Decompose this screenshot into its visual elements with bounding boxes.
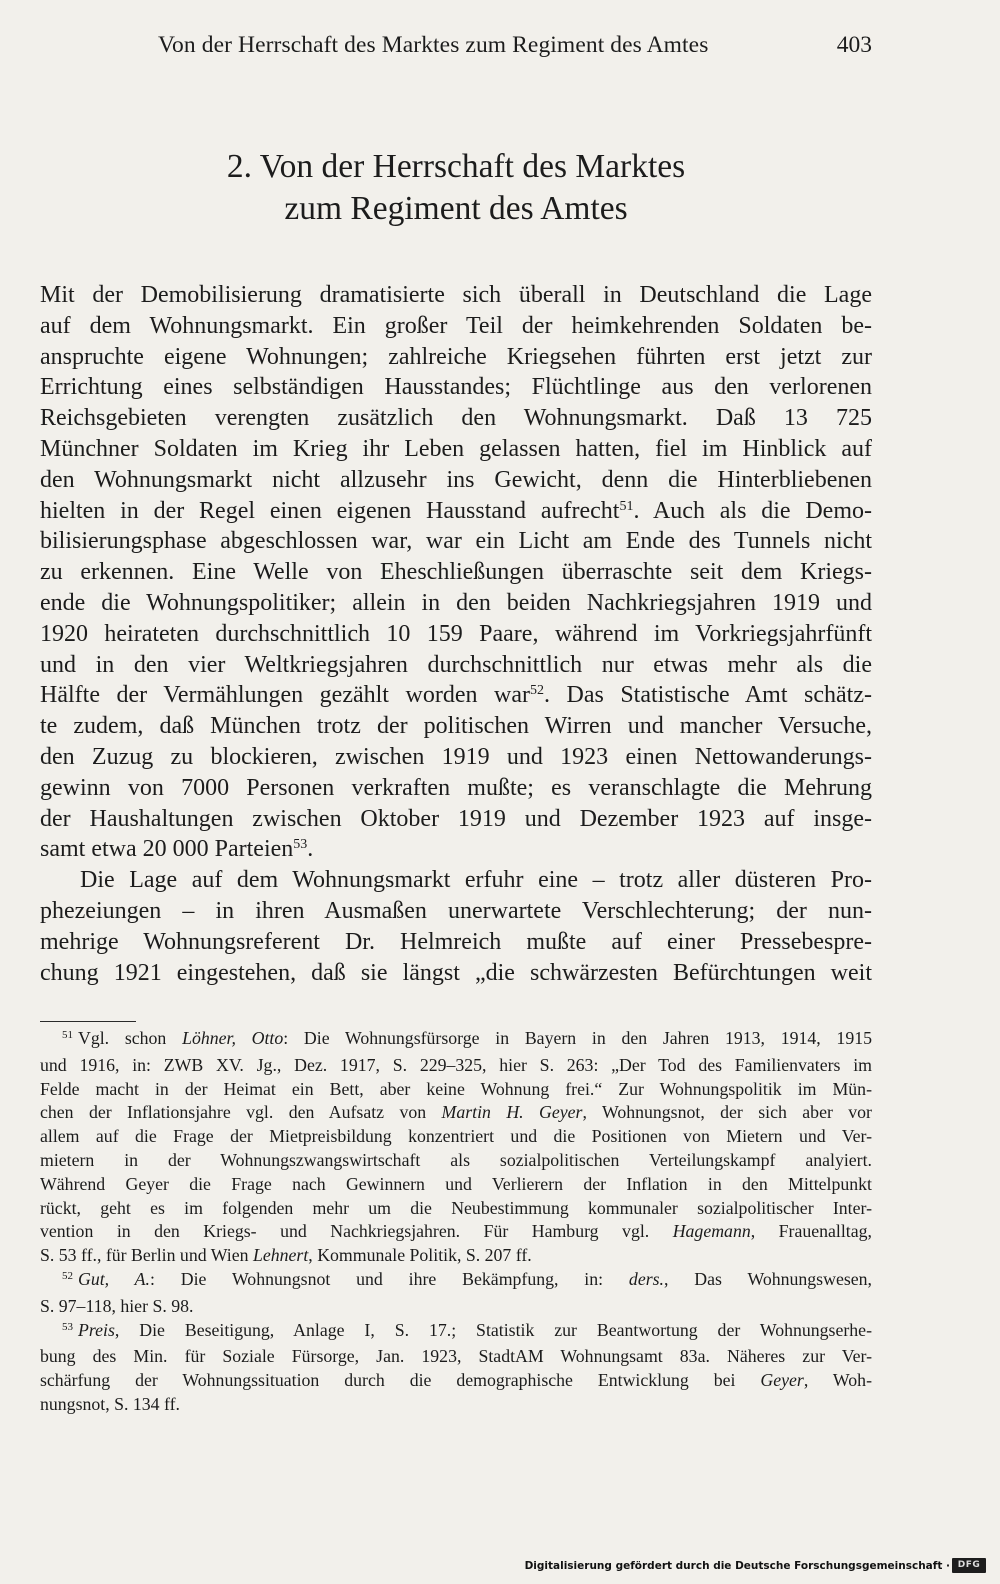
footnote-line	[40, 1220, 872, 1244]
dfg-logo	[952, 1558, 986, 1573]
cited-author: Geyer	[760, 1370, 804, 1391]
text-line: bilisierungsphase abgeschlossen war, war ein Licht am Ende des Tunnels nicht	[40, 528, 872, 555]
footnote-line: Während Geyer die Frage nach Gewinnern und Verlierern der Inflation in den Mittelpunkt	[40, 1173, 872, 1194]
cited-author: Lehnert	[252, 1245, 309, 1266]
text-line: te zudem, daß München trotz der politischen Wirren und mancher Versuche,	[40, 713, 872, 740]
text-line: Münchner Soldaten im Krieg ihr Leben gelassen hatten, fiel im Hinblick auf	[40, 435, 872, 462]
chapter-title-line-1: 2. Von der Herrschaft des Marktes	[226, 148, 686, 185]
text-line: chung 1921 eingestehen, daß sie längst „die schwärzesten Befürchtungen weit	[40, 959, 872, 986]
text-segment: vention in den Kriegs- und Nachkriegsjahren. Für Hamburg vgl.	[40, 1221, 673, 1242]
text-line: der Haushaltungen zwischen Oktober 1919 und Dezember 1923 auf insge-	[40, 805, 872, 832]
text-line: mehrige Wohnungsreferent Dr. Helmreich mußte auf einer Pressebespre-	[40, 928, 872, 955]
text-segment: chen der Inflationsjahre vgl. den Aufsatz von	[40, 1102, 442, 1123]
footnote-line	[40, 1244, 872, 1268]
footnote-51	[40, 1027, 872, 1268]
text-segment: : Die Wohnungsfürsorge in Bayern in den Jahren 1913, 1914, 1915	[283, 1028, 872, 1048]
text-line: Die Lage auf dem Wohnungsmarkt erfuhr eine – trotz aller düsteren Pro-	[80, 867, 872, 894]
text-segment: , Das Wohnungswesen,	[664, 1268, 872, 1289]
text-segment: S. 53 ff., für Berlin und Wien	[40, 1245, 253, 1266]
text-line: Reichsgebieten verengten zusätzlich den Wohnungsmarkt. Daß 13 725	[40, 405, 872, 432]
cited-author: Martin H. Geyer	[441, 1102, 583, 1123]
text-segment: , Kommunale Politik, S. 207 ff.	[308, 1245, 532, 1266]
dfg-logo-text: DFG	[957, 1560, 981, 1570]
footnote-number: 52	[62, 1269, 73, 1282]
text-segment: . Das Statistische Amt schätz-	[543, 682, 872, 709]
footnote-reference-52: 52	[529, 683, 544, 699]
cited-author: Preis	[78, 1319, 115, 1340]
footnote-line	[40, 1101, 872, 1125]
page-number: 403	[836, 32, 872, 58]
footnote-number: 53	[62, 1320, 73, 1333]
running-head	[40, 28, 872, 62]
text-line: gewinn von 7000 Personen verkraften mußte; es veranschlagte die Mehrung	[40, 774, 872, 801]
footnote-separator	[40, 1021, 136, 1022]
text-line: ende die Wohnungspolitiker; allein in den beiden Nachkriegsjahren 1919 und	[40, 589, 872, 616]
cited-author: ders.	[628, 1268, 664, 1289]
text-segment: , Die Beseitigung, Anlage I, S. 17.; Statistik zur Beantwortung der Wohnungserhe-	[114, 1319, 872, 1340]
chapter-title-line-2: zum Regiment des Amtes	[284, 190, 628, 227]
text-line: auf dem Wohnungsmarkt. Ein großer Teil der heimkehrenden Soldaten be-	[40, 312, 872, 339]
body-paragraph-1	[40, 280, 872, 865]
chapter-title	[40, 146, 872, 230]
cited-author: Gut, A.	[78, 1268, 150, 1289]
text-line: Errichtung eines selbständigen Hausstandes; Flüchtlinge aus den verlorenen	[40, 374, 872, 401]
footnote-53	[40, 1319, 872, 1417]
text-segment: Hälfte der Vermählungen gezählt worden war	[40, 682, 530, 709]
digitization-credit: Digitalisierung gefördert durch die Deutsche Forschungsgemeinschaft ·	[524, 1560, 950, 1572]
cited-author: Löhner, Otto	[182, 1028, 284, 1048]
text-line: den Zuzug zu blockieren, zwischen 1919 und 1923 einen Nettowanderungs-	[40, 743, 872, 770]
text-segment: . Auch als die Demo-	[633, 497, 872, 524]
footnote-line	[40, 1319, 872, 1346]
footnote-52	[40, 1268, 872, 1319]
footnote-line	[40, 1369, 872, 1393]
footnote-line: Felde macht in der Heimat ein Bett, aber keine Wohnung frei.“ Zur Wohnungspolitik im Mün-	[40, 1078, 872, 1099]
text-line	[40, 680, 872, 711]
footnote-line: allem auf die Frage der Mietpreisbildung konzentriert und die Positionen von Mietern und Ver-	[40, 1126, 872, 1147]
footnote-line: rückt, geht es im folgenden mehr um die Neubestimmung kommunaler sozialpolitischer Inter-	[40, 1197, 872, 1218]
running-title: Von der Herrschaft des Marktes zum Regiment des Amtes	[158, 32, 709, 58]
text-segment: .	[307, 836, 314, 863]
text-line: zu erkennen. Eine Welle von Eheschließungen überraschte seit dem Kriegs-	[40, 559, 872, 586]
text-line	[40, 496, 872, 527]
footnote-line	[40, 1268, 872, 1295]
cited-author: Hagemann	[672, 1221, 751, 1242]
text-segment: hielten in der Regel einen eigenen Hausstand aufrecht	[40, 497, 620, 524]
text-line: und in den vier Weltkriegsjahren durchschnittlich nur etwas mehr als die	[40, 651, 872, 678]
text-segment: , Wohnungsnot, der sich aber vor	[582, 1102, 872, 1123]
text-line: Mit der Demobilisierung dramatisierte sich überall in Deutschland die Lage	[40, 282, 872, 308]
text-segment: samt etwa 20 000 Parteien	[40, 836, 294, 863]
footnote-line: und 1916, in: ZWB XV. Jg., Dez. 1917, S. 229–325, hier S. 263: „Der Tod des Familienvaters im	[40, 1054, 872, 1075]
text-segment: Vgl. schon	[78, 1028, 183, 1048]
text-segment: , Woh-	[803, 1370, 872, 1391]
footnote-line	[40, 1027, 872, 1054]
footnote-line: nungsnot, S. 134 ff.	[40, 1393, 180, 1414]
footnote-number: 51	[62, 1029, 73, 1041]
footnote-reference-51: 51	[619, 498, 634, 514]
text-line	[40, 834, 872, 865]
text-segment: , Frauenalltag,	[750, 1221, 872, 1242]
footnote-reference-53: 53	[293, 837, 308, 853]
text-line: 1920 heirateten durchschnittlich 10 159 Paare, während im Vorkriegsjahrfünft	[40, 620, 872, 647]
footnotes	[40, 1027, 872, 1417]
text-segment: schärfung der Wohnungssituation durch die demographische Entwicklung bei	[40, 1370, 761, 1391]
footnote-line: S. 97–118, hier S. 98.	[40, 1295, 194, 1316]
text-segment: : Die Wohnungsnot und ihre Bekämpfung, in:	[149, 1268, 629, 1289]
body-paragraph-2	[40, 865, 872, 988]
footnote-line: mietern in der Wohnungszwangswirtschaft als sozialpolitischen Verteilungskampf analyiert.	[40, 1149, 872, 1170]
text-line: den Wohnungsmarkt nicht allzusehr ins Gewicht, denn die Hinterbliebenen	[40, 466, 872, 493]
footnote-line: bung des Min. für Soziale Fürsorge, Jan. 1923, StadtAM Wohnungsamt 83a. Näheres zur Ver-	[40, 1346, 872, 1367]
text-line: phezeiungen – in ihren Ausmaßen unerwartete Verschlechterung; der nun-	[40, 897, 872, 924]
text-line: anspruchte eigene Wohnungen; zahlreiche Kriegsehen führten erst jetzt zur	[40, 343, 872, 370]
body-text	[40, 280, 872, 988]
